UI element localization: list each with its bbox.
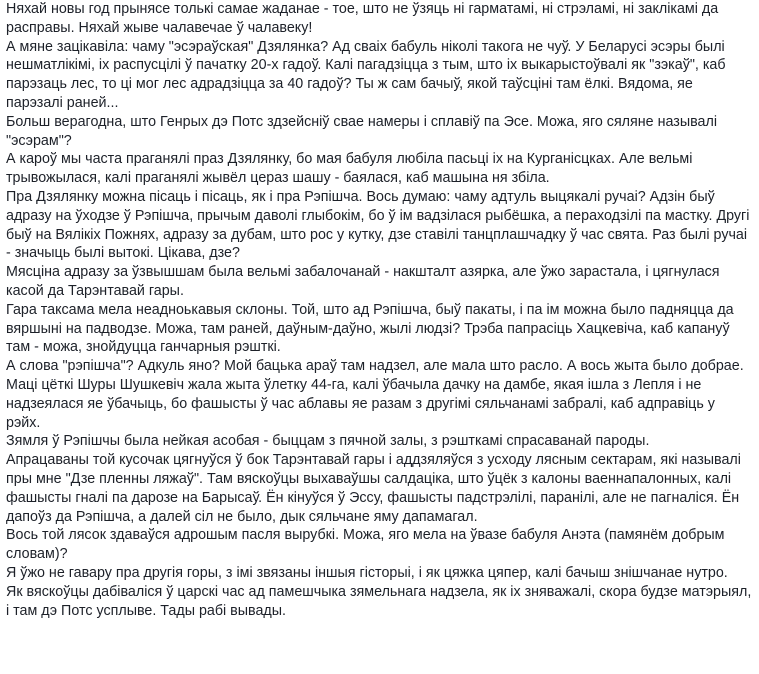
paragraph: Апрацаваны той кусочак цягнуўся ў бок Тарэнтавай гары і аддзяляўся з усходу лясным сектарам, які называлі пры мне "Дзе пленны ляжаў". Там вяскоўцы выхаваўшы салдаціка, што ўцёк з калоны ваеннапалонных, калі фашысты гналі па дарозе на Барысаў. Ён кінуўся ў Эссу, фашысты падстрэлілі, паранілі, але не пагналіся. Ён дапоўз да Рэпішча, а далей сіл не было, дык сяльчане яму дапамагал. (6, 452, 741, 525)
paragraph: А кароў мы часта праганялі праз Дзялянку, бо мая бабуля любіла пасьці іх на Курганісцках. Але вельмі трывожылася, калі праганялі жывёл цераз шашу - баялася, каб машына ня збіла. (6, 151, 693, 187)
paragraph: А мяне зацікавіла: чаму "эсэраўская" Дзялянка? Ад сваіх бабуль ніколі такога не чуў. У Беларусі эсэры былі нешматлікімі, іх распусцілі ў пачатку 20-х гадоў. Калі пагадзіцца з тым, што іх выкарыстоўвалі як "зэкаў", каб парэзаць лес, то ці мог лес адрадзіцца за 40 гадоў? Ты ж сам бачыў, якой таўсціні там ёлкі. Вядома, яе парэзалі раней... (6, 38, 726, 111)
paragraph: Мясціна адразу за ўзвышшам была вельмі забалочанай - накшталт азярка, але ўжо зарастала, і цягнулася касой да Тарэнтавай гары. (6, 264, 720, 299)
paragraph: Як вяскоўцы дабіваліся ў царскі час ад памешчыка зямельнага надзела, як іх зняважалі, скора будзе матэрыял, і там дэ Потс усплыве. Тады рабі вывады. (6, 583, 752, 619)
paragraph: А слова "рэпішча"? Адкуль яно? Мой бацька араў там надзел, але мала што расло. А вось жыта было добрае. Маці цёткі Шуры Шушкевіч жала жыта ўлетку 44-га, калі ўбачыла дачку на дамбе, якая ішла з Лепля і не надзеялася яе ўбачыць, бо фашысты ў час аблавы яе разам з другімі сяльчанамі забралі, каб адправіць у рэйх. (6, 358, 744, 431)
paragraph: Вось той лясок здаваўся адрошым пасля вырубкі. Можа, яго мела на ўвазе бабуля Анэта (памянём добрым словам)? (6, 527, 725, 563)
paragraph: Больш верагодна, што Генрых дэ Потс здзейсніў свае намеры і сплавіў па Эсе. Можа, яго сяляне называлі "эсэрам"? (6, 113, 718, 149)
paragraph: Пра Дзялянку можна пісаць і пісаць, як і пра Рэпішча. Вось думаю: чаму адтуль выцякалі ручаі? Адзін быў адразу на ўходзе ў Рэпішча, прычым даволі глыбокім, бо ў ім вадзілася рыбёшка, а пераходзілі па мастку. Другі быў на Вялікіх Пожнях, адразу за дубам, што рос у кутку, дзе ставілі танцплашчадку ў час свята. Раз былі ручаі - значыць былі вытокі. Цікава, дзе? (6, 188, 750, 262)
paragraph: Няхай новы год прынясе толькі самае жаданае - тое, што не ўзяць ні гарматамі, ні стрэламі, ні заклікамі да расправы. Няхай жыве чалавечае ў чалавеку! (6, 1, 719, 36)
paragraph: Я ўжо не гавару пра другія горы, з імі звязаны іншыя гісторыі, і як цяжка цяпер, калі бачыш знішчанае нутро. (6, 564, 728, 581)
paragraph: Зямля ў Рэпішчы была нейкая асобая - быццам з пячной залы, з рэшткамі спрасаванай пароды. (6, 433, 650, 450)
paragraph: Гара таксама мела неадноькавыя склоны. Той, што ад Рэпішча, быў пакаты, і па ім можна было падняцца да вяршыні на падводзе. Можа, там раней, даўным-даўно, жылі людзі? Трэба папрасіць Хацкевіча, каб капануў там - можа, знойдуцца ганчарныя рэшткі. (6, 301, 734, 356)
